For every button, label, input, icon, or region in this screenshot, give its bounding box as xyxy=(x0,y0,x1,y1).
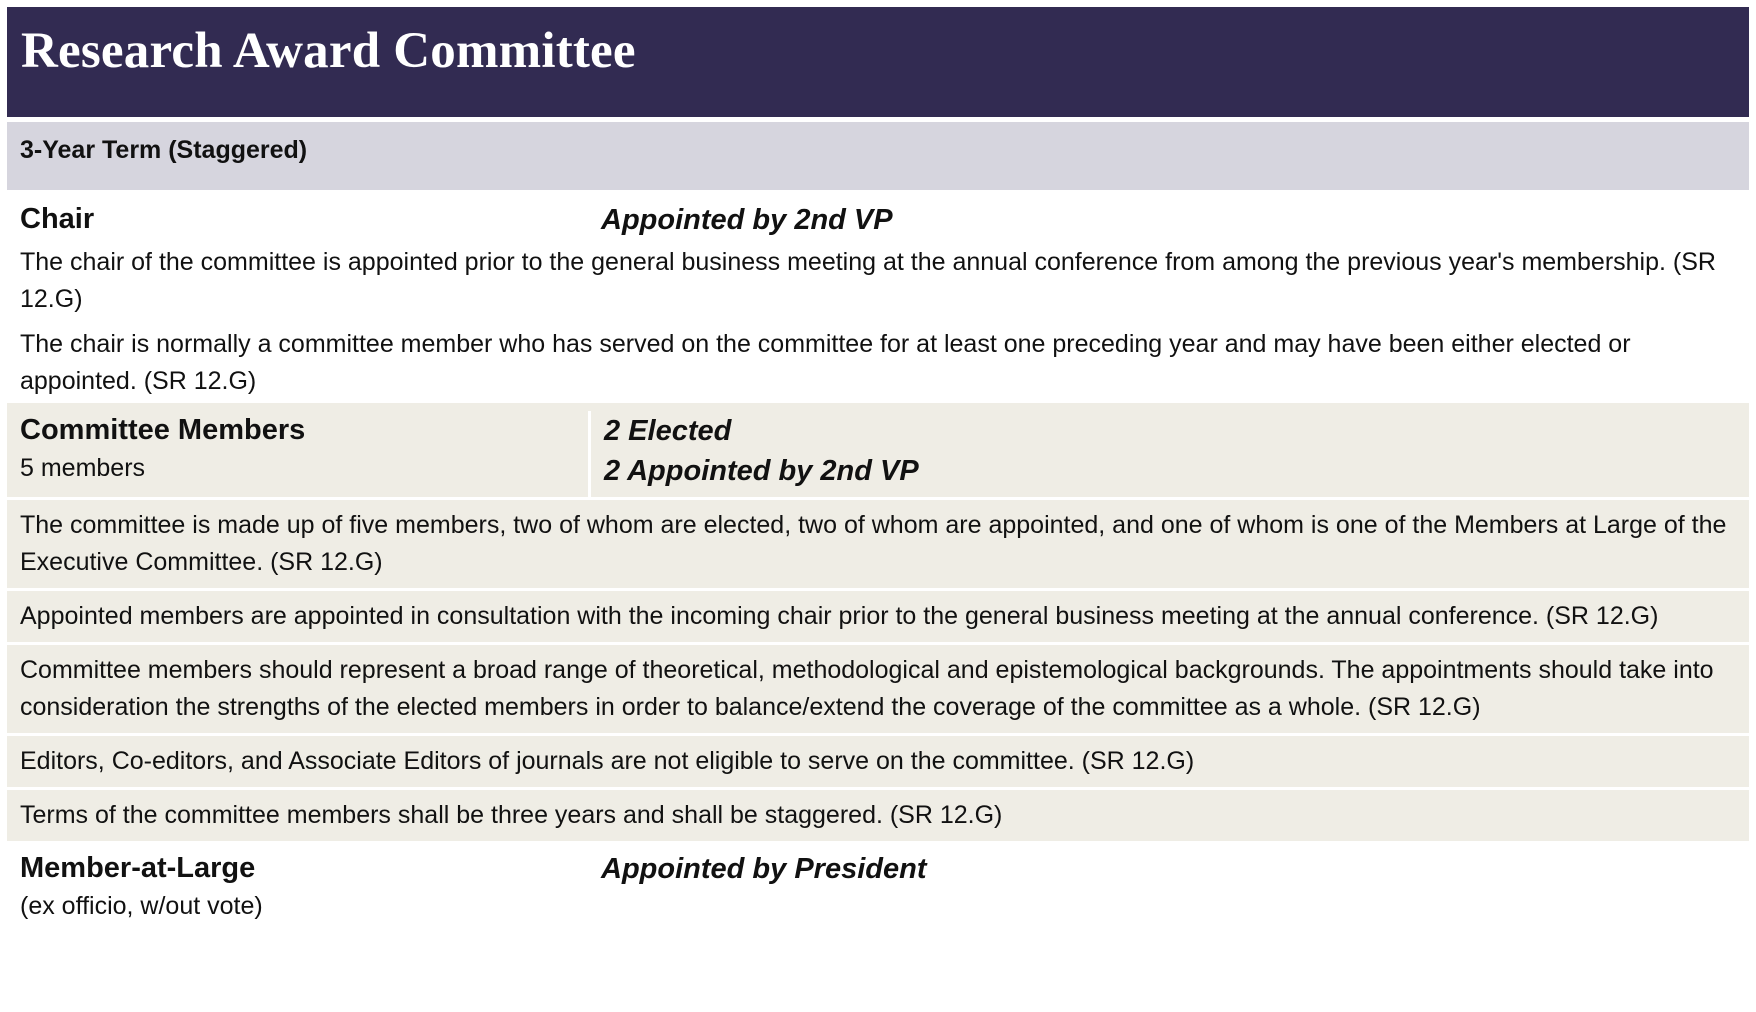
members-header-row xyxy=(7,403,1749,497)
term-heading: 3-Year Term (Staggered) xyxy=(7,122,1749,190)
chair-label: Chair xyxy=(20,203,95,235)
member-at-large-note: (ex officio, w/out vote) xyxy=(20,892,263,920)
members-label: Committee Members xyxy=(20,414,306,446)
members-paragraph: The committee is made up of five members, two of whom are elected, two of whom are appointed, and one of whom is one of the Members at Large of the Executive Committee. (SR 12.G) xyxy=(7,497,1749,588)
chair-paragraph: The chair of the committee is appointed prior to the general business meeting at the annual conference from among the previous year's membership. (SR 12.G) xyxy=(7,242,1749,321)
page-title: Research Award Committee xyxy=(21,23,636,79)
member-at-large-row xyxy=(7,841,1749,927)
members-elected: 2 Elected xyxy=(604,415,732,447)
members-count: 5 members xyxy=(20,454,146,482)
committee-document xyxy=(7,7,1749,927)
members-paragraph: Editors, Co-editors, and Associate Editors of journals are not eligible to serve on the committee. (SR 12.G) xyxy=(7,733,1749,787)
title-bar xyxy=(7,7,1749,117)
member-at-large-label: Member-at-Large xyxy=(20,852,256,884)
members-appointed: 2 Appointed by 2nd VP xyxy=(604,455,919,487)
chair-paragraph: The chair is normally a committee member who has served on the committee for at least one preceding year and may have been either elected or appointed. (SR 12.G) xyxy=(7,321,1749,403)
members-paragraph: Committee members should represent a broad range of theoretical, methodological and epistemological backgrounds. The appointments should take into consideration the strengths of the elected members in order to balance/extend the coverage of the committee as a whole. (SR 12.G) xyxy=(7,642,1749,733)
members-paragraph: Terms of the committee members shall be three years and shall be staggered. (SR 12.G) xyxy=(7,787,1749,841)
chair-appointment: Appointed by 2nd VP xyxy=(601,204,893,236)
members-paragraph: Appointed members are appointed in consultation with the incoming chair prior to the general business meeting at the annual conference. (SR 12.G) xyxy=(7,588,1749,642)
member-at-large-appointment: Appointed by President xyxy=(601,853,927,885)
chair-header-row xyxy=(7,190,1749,242)
